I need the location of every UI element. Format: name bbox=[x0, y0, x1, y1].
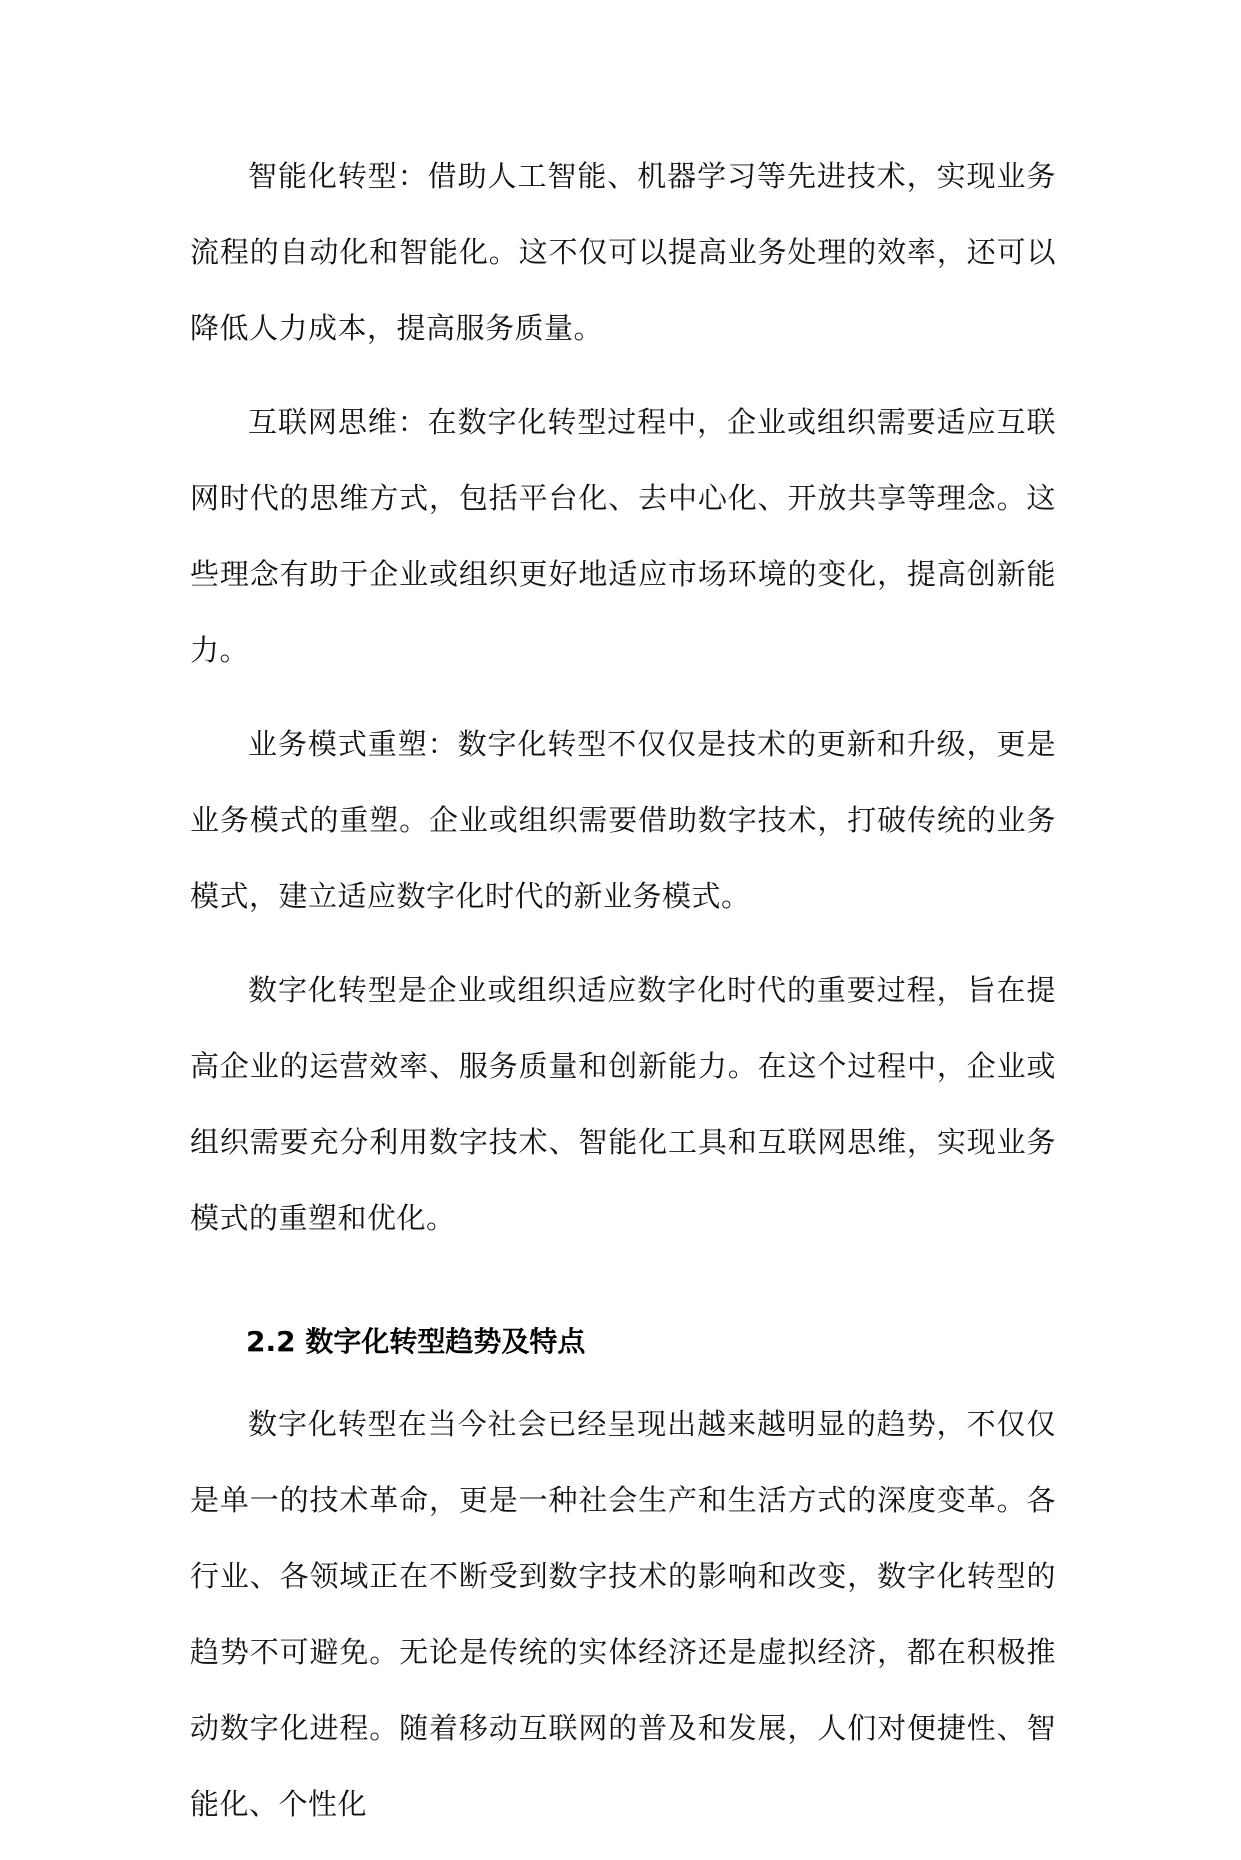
paragraph-intelligent-transformation: 智能化转型：借助人工智能、机器学习等先进技术，实现业务流程的自动化和智能化。这不仅可以提高业务处理的效率，还可以降低人力成本，提高服务质量。 bbox=[190, 159, 1056, 345]
document-page bbox=[190, 138, 1056, 1860]
paragraph-summary: 数字化转型是企业或组织适应数字化时代的重要过程，旨在提高企业的运营效率、服务质量和创新能力。在这个过程中，企业或组织需要充分利用数字技术、智能化工具和互联网思维，实现业务模式的重塑和优化。 bbox=[190, 973, 1056, 1235]
section-heading: 2.2 数字化转型趋势及特点 bbox=[246, 1325, 586, 1358]
paragraph-internet-thinking: 互联网思维：在数字化转型过程中，企业或组织需要适应互联网时代的思维方式，包括平台化、去中心化、开放共享等理念。这些理念有助于企业或组织更好地适应市场环境的变化，提高创新能力。 bbox=[190, 405, 1056, 667]
paragraph-trend: 数字化转型在当今社会已经呈现出越来越明显的趋势，不仅仅是单一的技术革命，更是一种社会生产和生活方式的深度变革。各行业、各领域正在不断受到数字技术的影响和改变，数字化转型的趋势不可避免。无论是传统的实体经济还是虚拟经济，都在积极推动数字化进程。随着移动互联网的普及和发展，人们对便捷性、智能化、个性化 bbox=[190, 1407, 1056, 1821]
paragraph-business-model-reshaping: 业务模式重塑：数字化转型不仅仅是技术的更新和升级，更是业务模式的重塑。企业或组织需要借助数字技术，打破传统的业务模式，建立适应数字化时代的新业务模式。 bbox=[190, 727, 1056, 913]
